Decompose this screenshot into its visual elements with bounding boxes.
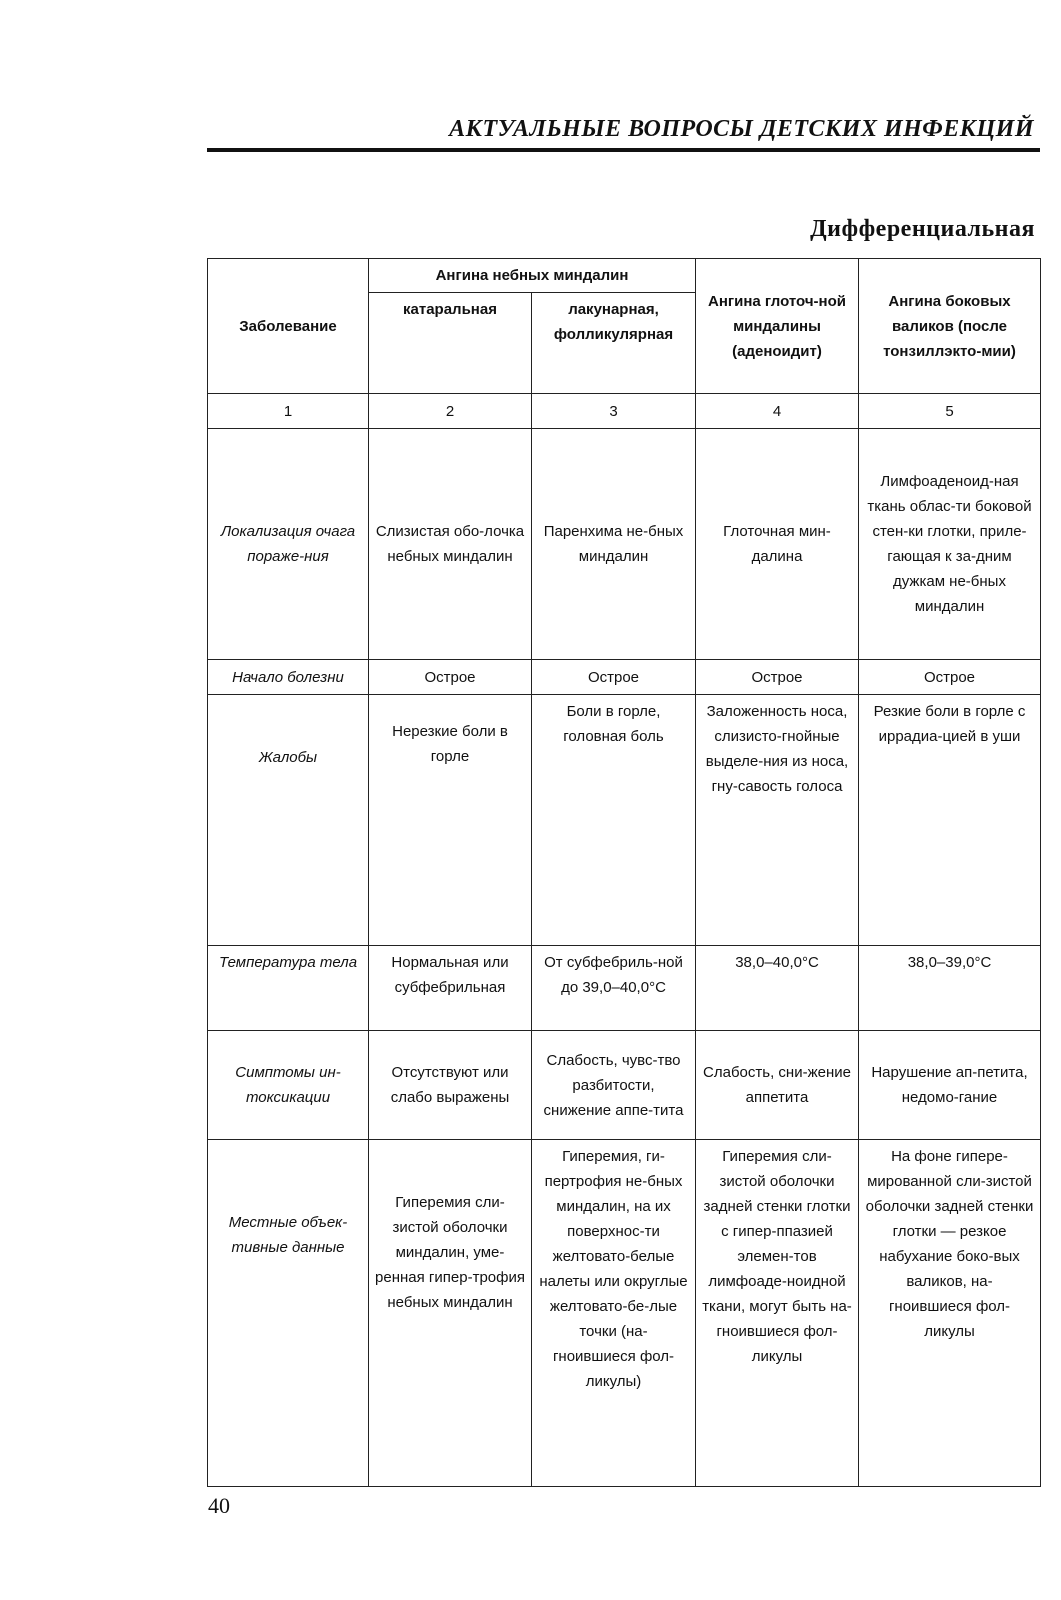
table-cell: Слизистая обо-лочка небных миндалин xyxy=(369,429,532,660)
table-cell: Слабость, чувс-тво разбитости, снижение аппе-тита xyxy=(532,1031,696,1140)
running-head-text: АКТУАЛЬНЫЕ ВОПРОСЫ ДЕТСКИХ ИНФЕКЦИЙ xyxy=(449,116,1034,142)
header-adenoiditis: Ангина глоточ-ной миндалины (аденоидит) xyxy=(696,259,859,394)
table-cell: Острое xyxy=(696,660,859,695)
row-label: Локализация очага пораже-ния xyxy=(208,429,369,660)
header-lateral-bands: Ангина боковых валиков (после тонзиллэкто-мии) xyxy=(859,259,1041,394)
page-number: 40 xyxy=(208,1493,230,1518)
table-cell: Острое xyxy=(369,660,532,695)
header-disease: Заболевание xyxy=(208,259,369,394)
header-group-palatine: Ангина небных миндалин xyxy=(369,259,696,293)
header-lacunar: лакунарная, фолликулярная xyxy=(532,293,696,394)
table-cell: Лимфоаденоид-ная ткань облас-ти боковой стен-ки глотки, приле-гающая к за-дним дужкам не-бных миндалин xyxy=(859,429,1041,660)
table-cell: На фоне гипере-мированной сли-зистой оболочки задней стенки глотки — резкое набухание боко-вых валиков, на-гноившиеся фол-ликулы xyxy=(859,1140,1041,1487)
row-label: Жалобы xyxy=(208,695,369,946)
table-cell: Резкие боли в горле с иррадиа-цией в уши xyxy=(859,695,1041,946)
table-cell: 38,0–39,0°С xyxy=(859,946,1041,1031)
row-label: Температура тела xyxy=(208,946,369,1031)
table-cell: Слабость, сни-жение аппетита xyxy=(696,1031,859,1140)
row-label: Местные объек-тивные данные xyxy=(208,1140,369,1487)
column-number: 4 xyxy=(696,394,859,429)
column-number: 1 xyxy=(208,394,369,429)
table-cell: Острое xyxy=(859,660,1041,695)
table-row-localization xyxy=(208,429,1041,660)
row-label: Симптомы ин-токсикации xyxy=(208,1031,369,1140)
table-cell: Боли в горле, головная боль xyxy=(532,695,696,946)
table-cell: Глоточная мин-далина xyxy=(696,429,859,660)
table-cell: Отсутствуют или слабо выражены xyxy=(369,1031,532,1140)
table-cell: Нормальная или субфебрильная xyxy=(369,946,532,1031)
table-cell: Заложенность носа, слизисто-гнойные выделе-ния из носа, гну-савость голоса xyxy=(696,695,859,946)
column-number: 3 xyxy=(532,394,696,429)
table-cell: Паренхима не-бных миндалин xyxy=(532,429,696,660)
column-numbers-row xyxy=(208,394,1041,429)
table-row-local-findings xyxy=(208,1140,1041,1487)
table-row-temperature xyxy=(208,946,1041,1031)
table-cell: Нерезкие боли в горле xyxy=(369,695,532,946)
column-number: 2 xyxy=(369,394,532,429)
table-cell: Гиперемия, ги-пертрофия не-бных миндалин, на их поверхнос-ти желтовато-белые налеты или округлые желтовато-бе-лые точки (на-гноившиеся фол-ликулы) xyxy=(532,1140,696,1487)
table-cell: Гиперемия сли-зистой оболочки задней стенки глотки с гипер-ппазией элемен-тов лимфоаде-ноидной ткани, могут быть на-гноившиеся фол-ликулы xyxy=(696,1140,859,1487)
running-head xyxy=(207,112,1040,152)
table-cell: Нарушение ап-петита, недомо-гание xyxy=(859,1031,1041,1140)
differential-table xyxy=(207,258,1041,1487)
table-title: Дифференциальная xyxy=(810,216,1035,242)
header-catarrhal: катаральная xyxy=(369,293,532,394)
row-label: Начало болезни xyxy=(208,660,369,695)
table-cell: Гиперемия сли-зистой оболочки миндалин, уме-ренная гипер-трофия небных миндалин xyxy=(369,1140,532,1487)
table-cell: 38,0–40,0°С xyxy=(696,946,859,1031)
table-row-onset xyxy=(208,660,1041,695)
table-cell: Острое xyxy=(532,660,696,695)
column-number: 5 xyxy=(859,394,1041,429)
table-row-intoxication xyxy=(208,1031,1041,1140)
table-cell: От субфебриль-ной до 39,0–40,0°С xyxy=(532,946,696,1031)
table-row-complaints xyxy=(208,695,1041,946)
